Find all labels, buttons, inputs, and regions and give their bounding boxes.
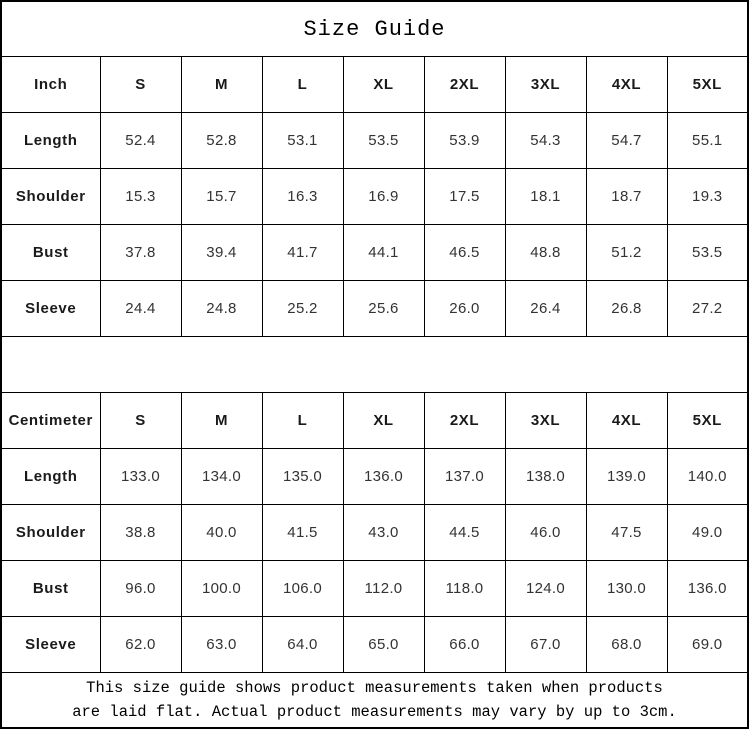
- cm-size-header-4xl: 4XL: [586, 392, 667, 448]
- measurement-value: 53.5: [343, 113, 424, 169]
- measurement-value: 63.0: [181, 616, 262, 672]
- inch-size-header-5xl: 5XL: [667, 57, 748, 113]
- measurement-value: 139.0: [586, 448, 667, 504]
- cm-length-row: [1, 448, 748, 504]
- cm-shoulder-row: [1, 504, 748, 560]
- measurement-value: 39.4: [181, 225, 262, 281]
- measurement-value: 100.0: [181, 560, 262, 616]
- measurement-value: 41.5: [262, 504, 343, 560]
- measurement-value: 46.0: [505, 504, 586, 560]
- measurement-value: 64.0: [262, 616, 343, 672]
- cm-size-header-m: M: [181, 392, 262, 448]
- measurement-value: 68.0: [586, 616, 667, 672]
- measurement-value: 41.7: [262, 225, 343, 281]
- measurement-value: 133.0: [100, 448, 181, 504]
- page-title: Size Guide: [1, 1, 748, 57]
- measurement-value: 19.3: [667, 169, 748, 225]
- inch-size-header-xl: XL: [343, 57, 424, 113]
- inch-size-header-2xl: 2XL: [424, 57, 505, 113]
- measurement-value: 27.2: [667, 281, 748, 337]
- inch-length-row: [1, 113, 748, 169]
- measurement-value: 26.8: [586, 281, 667, 337]
- row-label: Length: [1, 113, 100, 169]
- cm-bust-row: [1, 560, 748, 616]
- measurement-value: 118.0: [424, 560, 505, 616]
- inch-sleeve-row: [1, 281, 748, 337]
- measurement-value: 96.0: [100, 560, 181, 616]
- note-line-1: This size guide shows product measurements taken when products: [86, 678, 663, 697]
- cm-size-header-xl: XL: [343, 392, 424, 448]
- measurement-value: 54.3: [505, 113, 586, 169]
- measurement-value: 51.2: [586, 225, 667, 281]
- measurement-value: 37.8: [100, 225, 181, 281]
- inch-size-header-m: M: [181, 57, 262, 113]
- measurement-value: 26.0: [424, 281, 505, 337]
- cm-unit-header: Centimeter: [1, 392, 100, 448]
- measurement-value: 65.0: [343, 616, 424, 672]
- cm-size-header-2xl: 2XL: [424, 392, 505, 448]
- measurement-value: 136.0: [343, 448, 424, 504]
- table-gap: [1, 337, 748, 393]
- row-label: Shoulder: [1, 504, 100, 560]
- note-line-2: are laid flat. Actual product measurements may vary by up to 3cm.: [72, 702, 677, 721]
- footer-row: [1, 672, 748, 728]
- row-label: Length: [1, 448, 100, 504]
- inch-size-header-4xl: 4XL: [586, 57, 667, 113]
- measurement-value: 124.0: [505, 560, 586, 616]
- measurement-value: 17.5: [424, 169, 505, 225]
- measurement-value: 54.7: [586, 113, 667, 169]
- measurement-value: 24.8: [181, 281, 262, 337]
- row-label: Sleeve: [1, 616, 100, 672]
- measurement-value: 25.6: [343, 281, 424, 337]
- inch-header-row: [1, 57, 748, 113]
- measurement-value: 62.0: [100, 616, 181, 672]
- measurement-value: 16.9: [343, 169, 424, 225]
- cm-size-header-s: S: [100, 392, 181, 448]
- measurement-value: 53.9: [424, 113, 505, 169]
- measurement-value: 44.5: [424, 504, 505, 560]
- measurement-value: 44.1: [343, 225, 424, 281]
- cm-size-header-5xl: 5XL: [667, 392, 748, 448]
- measurement-value: 136.0: [667, 560, 748, 616]
- measurement-value: 106.0: [262, 560, 343, 616]
- measurement-value: 16.3: [262, 169, 343, 225]
- measurement-value: 140.0: [667, 448, 748, 504]
- measurement-value: 18.7: [586, 169, 667, 225]
- spacer-row: [1, 337, 748, 393]
- measurement-value: 25.2: [262, 281, 343, 337]
- measurement-value: 138.0: [505, 448, 586, 504]
- measurement-value: 43.0: [343, 504, 424, 560]
- inch-bust-row: [1, 225, 748, 281]
- measurement-value: 67.0: [505, 616, 586, 672]
- measurement-value: 66.0: [424, 616, 505, 672]
- measurement-value: 55.1: [667, 113, 748, 169]
- measurement-value: 49.0: [667, 504, 748, 560]
- measurement-value: 15.7: [181, 169, 262, 225]
- measurement-value: 130.0: [586, 560, 667, 616]
- measurement-value: 15.3: [100, 169, 181, 225]
- measurement-value: 53.1: [262, 113, 343, 169]
- size-guide-note: [1, 672, 748, 728]
- title-row: [1, 1, 748, 57]
- cm-size-header-l: L: [262, 392, 343, 448]
- cm-sleeve-row: [1, 616, 748, 672]
- measurement-value: 52.8: [181, 113, 262, 169]
- measurement-value: 40.0: [181, 504, 262, 560]
- inch-size-header-s: S: [100, 57, 181, 113]
- measurement-value: 46.5: [424, 225, 505, 281]
- inch-unit-header: Inch: [1, 57, 100, 113]
- row-label: Bust: [1, 225, 100, 281]
- row-label: Sleeve: [1, 281, 100, 337]
- measurement-value: 137.0: [424, 448, 505, 504]
- measurement-value: 134.0: [181, 448, 262, 504]
- measurement-value: 135.0: [262, 448, 343, 504]
- measurement-value: 112.0: [343, 560, 424, 616]
- measurement-value: 53.5: [667, 225, 748, 281]
- measurement-value: 38.8: [100, 504, 181, 560]
- row-label: Shoulder: [1, 169, 100, 225]
- inch-size-header-l: L: [262, 57, 343, 113]
- measurement-value: 47.5: [586, 504, 667, 560]
- measurement-value: 26.4: [505, 281, 586, 337]
- cm-size-header-3xl: 3XL: [505, 392, 586, 448]
- measurement-value: 24.4: [100, 281, 181, 337]
- cm-header-row: [1, 392, 748, 448]
- measurement-value: 69.0: [667, 616, 748, 672]
- inch-shoulder-row: [1, 169, 748, 225]
- row-label: Bust: [1, 560, 100, 616]
- inch-size-header-3xl: 3XL: [505, 57, 586, 113]
- measurement-value: 48.8: [505, 225, 586, 281]
- measurement-value: 52.4: [100, 113, 181, 169]
- measurement-value: 18.1: [505, 169, 586, 225]
